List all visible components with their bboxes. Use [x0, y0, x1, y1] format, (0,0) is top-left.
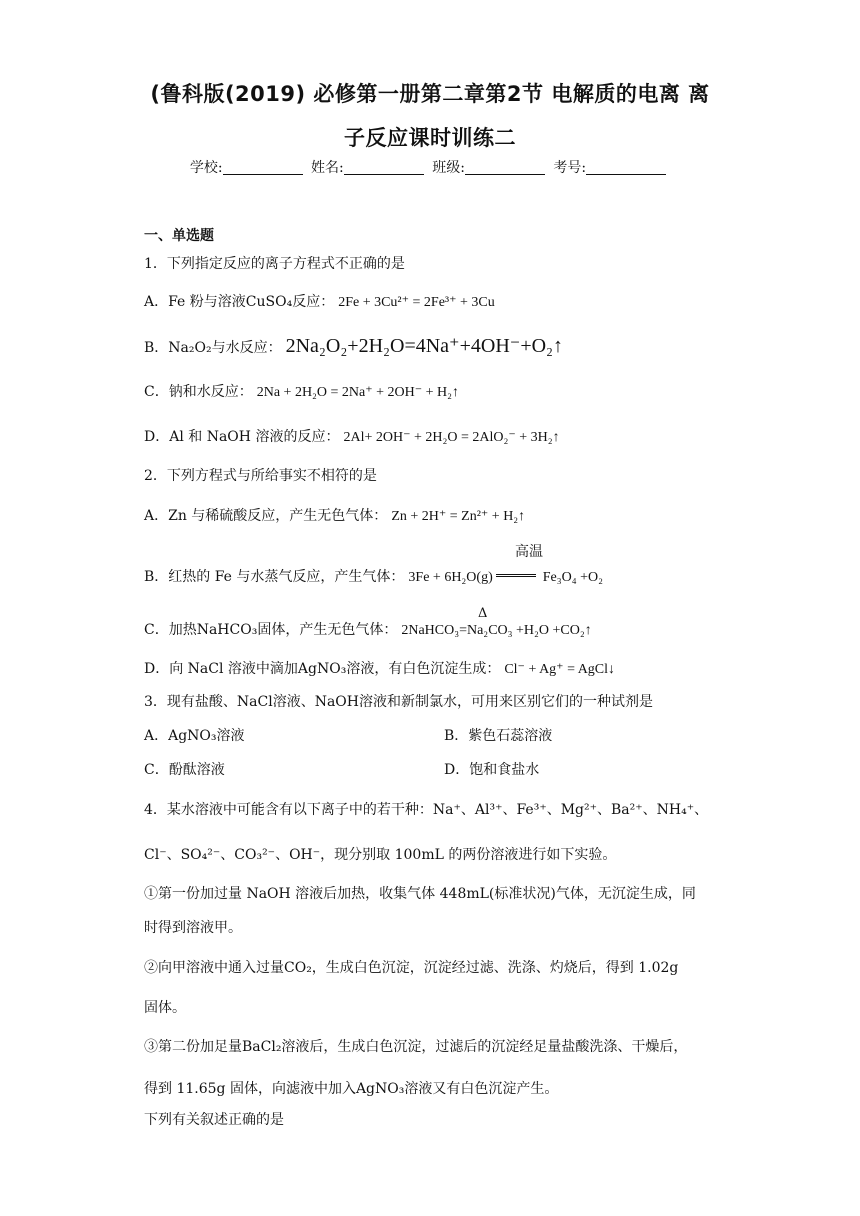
q4-stem-line2: Cl⁻、SO₄²⁻、CO₃²⁻、OH⁻，现分别取 100mL 的两份溶液进行如下实验。 — [144, 847, 617, 863]
q1-option-c: C．钠和水反应： 2Na + 2H₂O = 2Na⁺ + 2OH⁻ + H₂↑ — [144, 384, 460, 400]
q2-b-condition: 高温 — [515, 544, 543, 560]
q1-a-equation: 2Fe + 3Cu²⁺ = 2Fe³⁺ + 3Cu — [338, 295, 495, 310]
q4-ask: 下列有关叙述正确的是 — [144, 1112, 284, 1128]
section-heading: 一、单选题 — [144, 228, 214, 244]
q3-option-b: B．紫色石蕊溶液 — [444, 728, 553, 744]
q2-option-a: A．Zn 与稀硫酸反应，产生无色气体： Zn + 2H⁺ = Zn²⁺ + H₂↑ — [144, 508, 526, 524]
name-blank[interactable] — [344, 160, 424, 175]
q3-stem: 3．现有盐酸、NaCl溶液、NaOH溶液和新制氯水，可用来区别它们的一种试剂是 — [144, 694, 653, 710]
name-label: 姓名: — [311, 160, 344, 176]
q4-step3-line2: 得到 11.65g 固体，向滤液中加入AgNO₃溶液又有白色沉淀产生。 — [144, 1081, 559, 1097]
page-title-line1: (鲁科版(2019) 必修第一册第二章第2节 电解质的电离 离 — [150, 82, 710, 106]
school-blank[interactable] — [223, 160, 303, 175]
school-label: 学校: — [189, 160, 223, 176]
q3-option-c: C．酚酞溶液 — [144, 762, 225, 778]
q3-option-d: D．饱和食盐水 — [444, 762, 540, 778]
q2-c-equation: 2NaHCO₃=Na₂CO₃ +H₂O +CO₂↑ — [401, 623, 592, 638]
q2-d-equation: Cl⁻ + Ag⁺ = AgCl↓ — [504, 662, 616, 677]
q4-stem-line1: 4．某水溶液中可能含有以下离子中的若干种：Na⁺、Al³⁺、Fe³⁺、Mg²⁺、Ba²⁺、NH₄⁺、 — [144, 802, 709, 818]
q4-step1-line1: ①第一份加过量 NaOH 溶液后加热，收集气体 448mL(标准状况)气体，无沉淀生成，同 — [144, 886, 696, 902]
q2-option-c: C．加热NaHCO₃固体，产生无色气体： 2NaHCO₃=Na₂CO₃ +H₂O +CO₂↑ — [144, 622, 592, 638]
q4-step2-line1: ②向甲溶液中通入过量CO₂，生成白色沉淀，沉淀经过滤、洗涤、灼烧后，得到 1.02g — [144, 960, 679, 976]
q2-stem: 2．下列方程式与所给事实不相符的是 — [144, 468, 377, 484]
exam-no-label: 考号: — [553, 160, 587, 176]
q1-stem: 1．下列指定反应的离子方程式不正确的是 — [144, 256, 405, 272]
class-label: 班级: — [432, 160, 465, 176]
q2-a-equation: Zn + 2H⁺ = Zn²⁺ + H₂↑ — [391, 509, 526, 524]
q3-option-a: A．AgNO₃溶液 — [144, 728, 245, 744]
q4-step1-line2: 时得到溶液甲。 — [144, 920, 242, 936]
reaction-arrow-line — [496, 574, 536, 577]
q1-c-equation: 2Na + 2H₂O = 2Na⁺ + 2OH⁻ + H₂↑ — [256, 385, 460, 400]
q4-step3-line1: ③第二份加足量BaCl₂溶液后，生成白色沉淀，过滤后的沉淀经足量盐酸洗涤、干燥后， — [144, 1039, 688, 1055]
q1-b-equation: 2Na₂O₂+2H₂O=4Na⁺+4OH⁻+O₂↑ — [285, 335, 564, 357]
page-title-line2: 子反应课时训练二 — [344, 126, 516, 150]
q1-option-a: A．Fe 粉与溶液CuSO₄反应： 2Fe + 3Cu²⁺ = 2Fe³⁺ + 3Cu — [144, 294, 495, 310]
q4-step2-line2: 固体。 — [144, 1000, 186, 1016]
exam-no-blank[interactable] — [586, 160, 666, 175]
student-info-row — [0, 157, 860, 177]
q1-d-equation: 2Al+ 2OH⁻ + 2H₂O = 2AlO₂⁻ + 3H₂↑ — [343, 430, 560, 445]
q2-c-condition: Δ — [478, 606, 488, 621]
q2-option-b: B．红热的 Fe 与水蒸气反应，产生气体： 3Fe + 6H₂O(g) Fe₃O₄ +O₂ — [144, 569, 604, 585]
q2-b-equation-right: Fe₃O₄ +O₂ — [542, 570, 604, 585]
q2-option-d: D．向 NaCl 溶液中滴加AgNO₃溶液，有白色沉淀生成： Cl⁻ + Ag⁺ = AgCl↓ — [144, 661, 616, 677]
q1-option-d: D．Al 和 NaOH 溶液的反应： 2Al+ 2OH⁻ + 2H₂O = 2AlO₂⁻ + 3H₂↑ — [144, 429, 560, 445]
q2-b-equation-left: 3Fe + 6H₂O(g) — [408, 570, 493, 585]
q1-option-b: B．Na₂O₂与水反应： 2Na₂O₂+2H₂O=4Na⁺+4OH⁻+O₂↑ — [144, 335, 564, 357]
class-blank[interactable] — [465, 160, 545, 175]
